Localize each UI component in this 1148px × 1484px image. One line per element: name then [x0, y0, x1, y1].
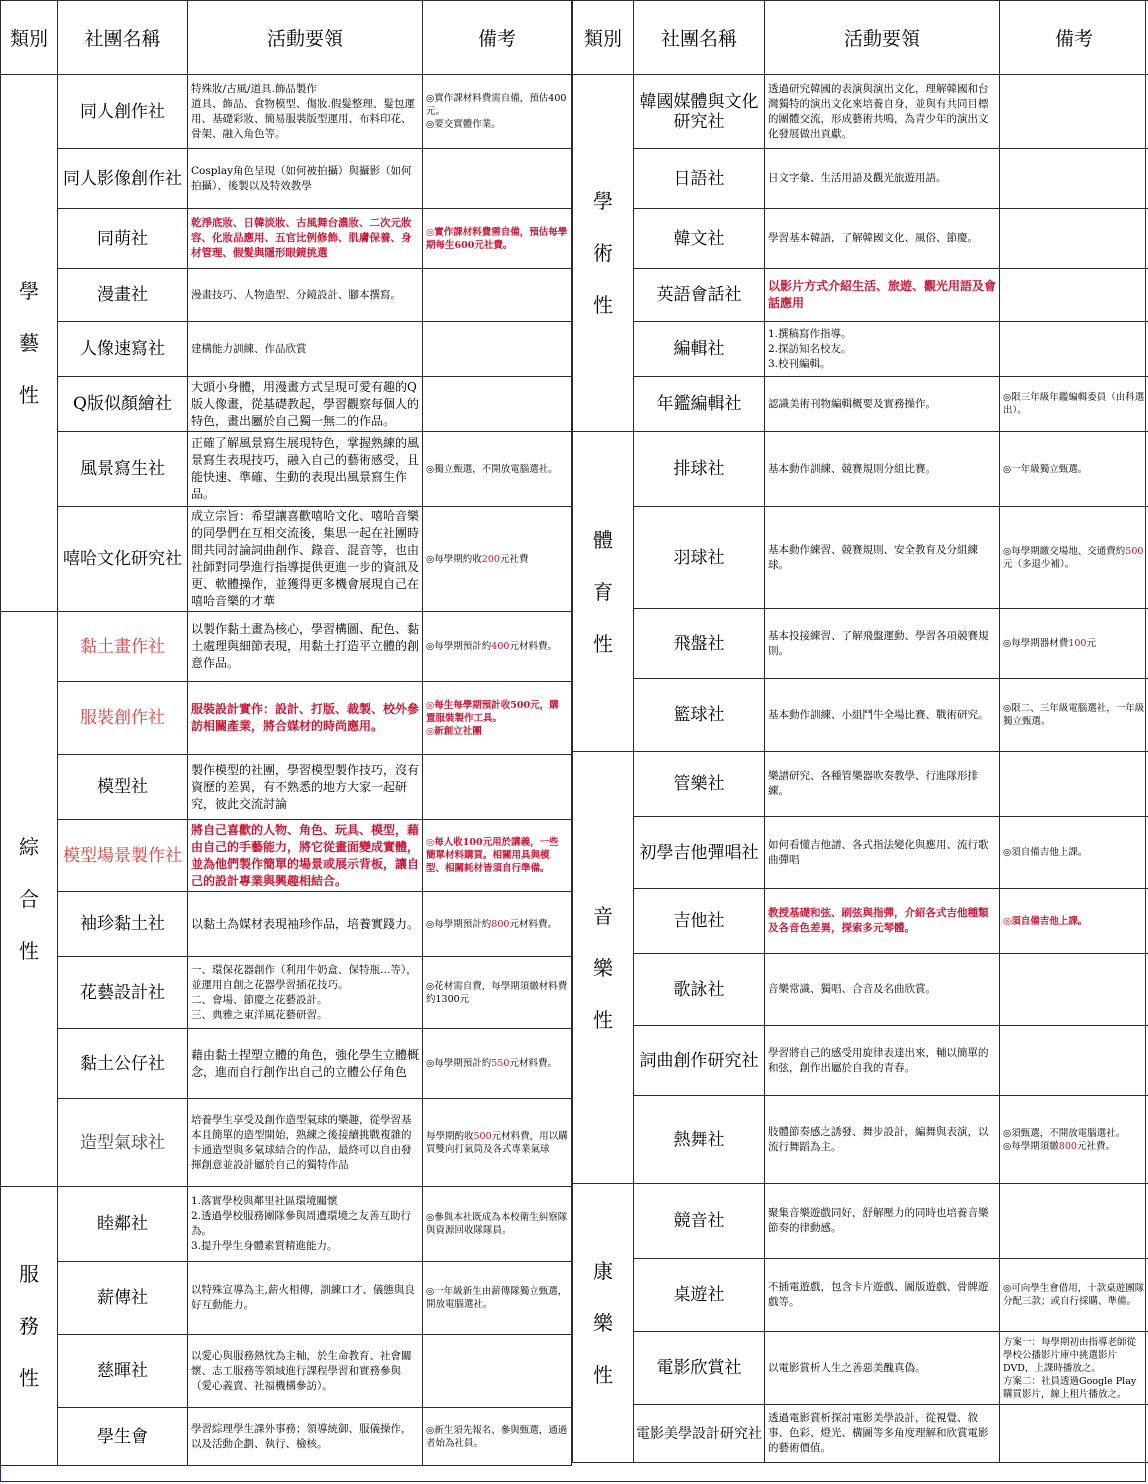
text-line: 漫畫技巧、人物造型、分鏡設計、腳本撰寫。 [191, 288, 401, 301]
remarks-text: ◎每學期預計約 [426, 641, 492, 652]
club-activity [765, 1096, 1000, 1184]
club-remarks [1000, 817, 1148, 889]
text-line: 透過電影賞析探討電影美學設計，從視覺、敘事、色彩、燈光、構圖等多角度理解和欣賞電影的藝術價值。 [768, 1412, 989, 1454]
club-remarks [1000, 1096, 1148, 1184]
text-line: ◎一年級新生由薪傳隊獨立甄選，開放電腦選社。 [426, 1286, 568, 1310]
club-remarks [1000, 889, 1148, 954]
text-line: 以特殊宣導為主,薪火相傳，訓練口才、儀態與良好互動能力。 [191, 1284, 415, 1311]
club-remarks [1000, 1332, 1148, 1405]
category-cell [573, 75, 634, 432]
text-line: 基本動作訓練、競賽規則分組比賽。 [768, 462, 936, 475]
text-line: 乾淨底妝、日韓淡妝、古風舞台濃妝、二次元妝容、化妝品應用、五官比例修飾、肌膚保養、身材管理、假髮與隱形眼鏡挑選 [191, 217, 412, 259]
text-line: ◎花材需自費，每學期須繳材料費約1300元 [426, 980, 568, 1005]
remarks-text: 元社費 [499, 553, 529, 565]
text-line: 基本投接練習、了解飛盤運動、學習各項競賽規則。 [768, 629, 989, 657]
remarks-amount: 800 [491, 918, 510, 930]
text-line: 樂譜研究、各種管樂器吹奏教學、行進隊形排練。 [768, 770, 978, 797]
club-activity [188, 1099, 423, 1187]
text-line: 學習基本韓語，了解韓國文化、風俗、節慶。 [768, 232, 978, 244]
club-name: 飛盤社 [634, 609, 765, 679]
club-name: 花藝設計社 [58, 957, 188, 1029]
club-activity [188, 209, 423, 269]
category-char: 體 [593, 527, 613, 552]
header-remarks: 備考 [423, 1, 572, 75]
club-name: 桌遊社 [634, 1259, 765, 1332]
club-row [573, 1184, 1148, 1259]
text-line: ◎一年級獨立甄選。 [1003, 463, 1088, 475]
remarks-text: 元材料費。 [509, 918, 557, 930]
club-name: 同人創作社 [58, 75, 188, 149]
club-row [1, 682, 572, 755]
text-line: 學習綜理學生課外事務；領導統御、服儀操作，以及活動企劃、執行、檢核。 [191, 1422, 412, 1450]
text-line: Cosplay角色呈現（如何被拍攝）與攝影（如何拍攝）、後製以及特效教學 [191, 164, 412, 192]
club-activity [188, 612, 423, 682]
club-activity [765, 817, 1000, 889]
club-name: 造型氣球社 [58, 1099, 188, 1187]
club-activity [765, 75, 1000, 149]
club-row [573, 377, 1148, 432]
category-cell [573, 752, 634, 1184]
header-row [573, 1, 1148, 75]
club-row [1, 377, 572, 432]
club-name: 服裝創作社 [58, 682, 188, 755]
club-activity [188, 1262, 423, 1335]
club-row [573, 1096, 1148, 1184]
club-name: 籃球社 [634, 679, 765, 752]
club-activity [188, 820, 423, 892]
club-name: 學生會 [58, 1408, 188, 1466]
text-line: 特殊妝/古風/道具.飾品製作 [191, 82, 317, 95]
text-line: 成立宗旨：希望讓喜歡嘻哈文化、嘻哈音樂的同學們在互相交流後，集思一起在社團時間共同討論詞曲創作、錄音、混音等，也由社師對同學進行指導提供更進一步的資訊及更、軟體操作，並獲得更多機會展現自己在嘻哈音樂的才華 [191, 509, 420, 608]
club-remarks [1000, 149, 1148, 209]
club-remarks [1000, 269, 1148, 322]
text-line: 以黏土為媒材表現袖珍作品，培養實踐力。 [191, 916, 420, 931]
category-char: 學 [593, 189, 613, 213]
header-row [1, 1, 572, 75]
category-char: 務 [19, 1314, 39, 1338]
club-activity [765, 269, 1000, 322]
club-row [573, 817, 1148, 889]
category-char: 性 [19, 383, 39, 407]
category-char: 藝 [19, 331, 39, 355]
club-row [573, 507, 1148, 609]
text-line: 1.落實學校與鄰里社區環境關懷 [191, 1195, 338, 1207]
club-activity [188, 957, 423, 1029]
header-club-name: 社團名稱 [634, 1, 765, 75]
club-activity [765, 209, 1000, 269]
club-name: Q版似顏繪社 [58, 377, 188, 432]
remarks-text: 元社費。 [1076, 1140, 1115, 1152]
category-cell [573, 1184, 634, 1463]
club-name: 編輯社 [634, 322, 765, 377]
club-name: 詞曲創作研究社 [634, 1026, 765, 1096]
club-name: 同人影像創作社 [58, 149, 188, 209]
club-row [1, 1262, 572, 1335]
club-activity [765, 752, 1000, 817]
remarks-text: ◎每學期約收 [426, 553, 482, 565]
club-remarks [423, 149, 572, 209]
text-line: ◎參與本社既成為本校衛生糾察隊與資源回收隊隊員。 [426, 1212, 568, 1236]
club-activity [188, 1187, 423, 1262]
club-row [573, 609, 1148, 679]
club-row [1, 820, 572, 892]
remarks-text: 每學期酌收 [426, 1130, 474, 1142]
remarks-text: ◎須甄選，不開放電腦選社。 ◎每學期須繳 [1003, 1127, 1126, 1152]
remarks-text: ◎每學期器材費 [1003, 638, 1069, 649]
club-activity [765, 679, 1000, 752]
text-line: 2.探訪知名校友。 [768, 342, 852, 355]
text-line: 3.提升學生身體素質精進能力。 [191, 1240, 338, 1252]
club-activity [765, 507, 1000, 609]
text-line: ◎須自備吉他上課。 [1003, 915, 1088, 927]
text-line: ◎獨立甄選，不開放電腦選社。 [426, 463, 558, 475]
club-name: 黏土公仔社 [58, 1029, 188, 1099]
club-remarks [423, 957, 572, 1029]
club-activity [188, 269, 423, 322]
club-activity [188, 149, 423, 209]
header-activity: 活動要領 [188, 1, 423, 75]
club-remarks [1000, 322, 1148, 377]
club-activity [188, 377, 423, 432]
remarks-text: ◎每學期繳交場地、交通費約 [1003, 545, 1126, 557]
club-name: 熱舞社 [634, 1096, 765, 1184]
text-line: ◎限二、三年級電腦選社，一年級獨立甄選。 [1003, 703, 1145, 727]
club-remarks [423, 755, 572, 820]
remarks-text: 元材料費。 [509, 641, 557, 652]
category-char: 樂 [593, 1311, 613, 1335]
club-name: 韓國媒體與文化研究社 [634, 75, 765, 149]
category-char: 性 [593, 1363, 613, 1387]
club-name: 排球社 [634, 432, 765, 507]
club-remarks [423, 209, 572, 269]
club-activity [188, 892, 423, 957]
text-line: 方案一：每學期初由指導老師從學校公播影片庫中挑選影片DVD，上課時播放之。 [1003, 1336, 1137, 1374]
header-activity: 活動要領 [765, 1, 1000, 75]
text-line: 建構能力訓練、作品欣賞 [191, 342, 307, 355]
club-activity [188, 432, 423, 507]
category-char: 術 [593, 241, 613, 265]
remarks-amount: 400 [491, 641, 510, 652]
text-line: ◎新創立社團 [426, 725, 482, 737]
category-char: 性 [19, 1366, 39, 1390]
club-row [1, 755, 572, 820]
remarks-amount: 550 [491, 1058, 510, 1069]
club-row [573, 1332, 1148, 1405]
club-remarks [423, 507, 572, 612]
club-name: 日語社 [634, 149, 765, 209]
club-remarks [1000, 507, 1148, 609]
club-row [1, 1099, 572, 1187]
club-name: 慈暉社 [58, 1335, 188, 1408]
text-line: 二、會場、節慶之花藝設計。 [191, 993, 328, 1006]
club-activity [188, 507, 423, 612]
club-row [1, 269, 572, 322]
club-remarks [1000, 1184, 1148, 1259]
text-line: 教授基礎和弦、刷弦與指彈，介紹各式吉他種類及各音色差異，探索多元琴體。 [768, 907, 989, 934]
club-activity [765, 1184, 1000, 1259]
club-activity [765, 1259, 1000, 1332]
club-remarks [423, 1029, 572, 1099]
header-category: 類別 [1, 1, 58, 75]
club-remarks [1000, 1405, 1148, 1463]
right-club-table [572, 0, 1148, 1463]
club-row [573, 889, 1148, 954]
club-remarks [423, 377, 572, 432]
remarks-amount: 200 [481, 553, 500, 565]
club-remarks [423, 322, 572, 377]
text-line: 2.透過學校服務團隊參與周遭環境之友善互助行為。 [191, 1210, 412, 1237]
club-name: 電影欣賞社 [634, 1332, 765, 1405]
header-club-name: 社團名稱 [58, 1, 188, 75]
text-line: 聚集音樂遊戲同好，舒解壓力的同時也培養音樂節奏的律動感。 [768, 1207, 989, 1234]
text-line: 培養學生享受及創作造型氣球的樂趣，從學習基本且簡單的造型開始，熟練之後接續挑戰複雜的卡通造型與多氣球結合的作品，最終可以自由發揮創意並設計屬於自己的獨特作品 [191, 1113, 412, 1171]
club-row [1, 612, 572, 682]
text-line: 一、環保花器創作（利用牛奶盒、保特瓶…等），並運用自創之花器學習插花技巧。 [191, 963, 417, 991]
text-line: 藉由黏土捏塑立體的角色，強化學生立體概念，進而自行創作出自己的立體公仔角色 [191, 1047, 420, 1079]
club-name: 年鑑編輯社 [634, 377, 765, 432]
text-line: ◎須自備吉他上課。 [1003, 847, 1088, 858]
left-club-table [0, 0, 572, 1466]
club-remarks [423, 682, 572, 755]
text-line: 學習將自己的感受用旋律表達出來，輔以簡單的和弦，創作出屬於自我的青春。 [768, 1046, 989, 1074]
club-remarks [423, 820, 572, 892]
club-row [573, 752, 1148, 817]
club-remarks [423, 432, 572, 507]
club-row [1, 507, 572, 612]
header-category: 類別 [573, 1, 634, 75]
text-line: 三、典雅之東洋風花藝研習。 [191, 1008, 328, 1021]
club-name: 人像速寫社 [58, 322, 188, 377]
club-name: 初學吉他彈唱社 [634, 817, 765, 889]
club-row [1, 957, 572, 1029]
remarks-text: 元（多退少補）。 [1003, 558, 1075, 570]
text-line: 透過研究韓國的表演與演出文化，理解韓國和台灣獨特的演出文化來培養自身，並與有共同目標的團體交流，形成藝術共鳴，為青少年的演出文化發展做出貢獻。 [768, 82, 989, 140]
club-row [573, 432, 1148, 507]
club-activity [765, 377, 1000, 432]
category-char: 合 [19, 887, 39, 911]
category-cell [1, 612, 58, 1187]
text-line: ◎新生須先報名、參與甄選，通過者始為社員。 [426, 1424, 568, 1449]
text-line: 基本動作練習、競賽規則、安全教育及分組練球。 [768, 543, 978, 571]
club-name: 袖珍黏土社 [58, 892, 188, 957]
remarks-text: 元材料費。 [509, 1058, 557, 1069]
club-activity [188, 1408, 423, 1466]
club-activity [765, 609, 1000, 679]
category-char: 康 [593, 1259, 613, 1283]
text-line: 日文字彙、生活用語及觀光旅遊用語。 [768, 172, 947, 184]
club-activity [765, 1026, 1000, 1096]
club-name: 英語會話社 [634, 269, 765, 322]
text-line: 以電影賞析人生之善惡美醜真偽。 [768, 1361, 926, 1374]
remarks-amount: 500 [473, 1130, 492, 1142]
club-row [573, 1405, 1148, 1463]
club-activity [765, 1332, 1000, 1405]
text-line: ◎每人收100元用於講義，一些簡單材料購買。相關用具與模型、相關耗材皆須自行準備。 [426, 837, 559, 874]
text-line: 大頭小身體，用漫畫方式呈現可愛有趣的Q版人像畫，從基礎教起，學習觀察每個人的特色，畫出屬於自己獨一無二的作品。 [191, 379, 420, 428]
remarks-amount: 100 [1068, 638, 1087, 649]
text-line: 道具、飾品、食物模型、傷妝.假髮整理、髮包運用、基礎彩妝、簡易服裝版型運用、布料印花、骨架、融入角色等。 [191, 97, 415, 140]
club-name: 歌詠社 [634, 954, 765, 1026]
text-line: 將自己喜歡的人物、角色、玩具、模型，藉由自己的手藝能力，將它從畫面變成實體，並為他們製作簡單的場景或展示背板，讓自己的設計專業與興趣相結合。 [191, 822, 420, 888]
text-line: 正確了解風景寫生展現特色，掌握熟練的風景寫生表現技巧，融入自己的藝術感受，且能快速、準確、生動的表現出風景寫生作品。 [191, 436, 420, 501]
club-remarks [1000, 679, 1148, 752]
text-line: ◎限三年級年鑑編輯委員（由科選出）。 [1003, 392, 1145, 416]
club-remarks [423, 75, 572, 149]
remarks-text: ◎每學期預計約 [426, 918, 492, 930]
club-row [1, 1408, 572, 1466]
remarks-text: 元 [1086, 638, 1096, 649]
club-row [1, 432, 572, 507]
club-row [1, 209, 572, 269]
text-line: ◎要交實體作業。 [426, 119, 501, 130]
club-row [573, 954, 1148, 1026]
category-char: 性 [593, 293, 613, 317]
text-line: 以製作黏土畫為核心，學習構圖、配色、黏土處理與細節表現，用黏土打造平立體的創意作品。 [191, 622, 420, 670]
text-line: 認識美術刊物編輯概要及實務操作。 [768, 397, 936, 410]
remarks-amount: 800 [1058, 1140, 1077, 1152]
header-remarks: 備考 [1000, 1, 1148, 75]
text-line: 方案二：社員透過Google Play購買影片，線上租片播放之。 [1003, 1375, 1137, 1400]
club-remarks [1000, 377, 1148, 432]
club-activity [765, 954, 1000, 1026]
club-row [573, 322, 1148, 377]
text-line: 如何看懂吉他譜、各式指法變化與應用、流行歌曲彈唱 [768, 838, 989, 866]
category-cell [573, 432, 634, 752]
club-row [573, 1026, 1148, 1096]
club-row [573, 269, 1148, 322]
club-remarks [423, 612, 572, 682]
club-row [1, 75, 572, 149]
club-activity [188, 755, 423, 820]
club-remarks [1000, 75, 1148, 149]
club-name: 黏土畫作社 [58, 612, 188, 682]
club-remarks [1000, 432, 1148, 507]
club-remarks [423, 1262, 572, 1335]
club-name: 薪傳社 [58, 1262, 188, 1335]
club-name: 模型社 [58, 755, 188, 820]
club-row [573, 209, 1148, 269]
category-char: 性 [593, 631, 613, 656]
category-char: 性 [593, 1007, 613, 1032]
category-char: 學 [19, 279, 39, 303]
club-row [573, 75, 1148, 149]
text-line: 音樂常識、獨唱、合音及名曲欣賞。 [768, 983, 936, 995]
club-name: 漫畫社 [58, 269, 188, 322]
text-line: ◎實作課材料費需自備，預估每學期每生600元社費。 [426, 226, 568, 251]
text-line: 以愛心與服務熱忱為主軸，於生命教育、社會關懷、志工服務等領域進行課程學習和實務參與（愛心義賣、社福機構參訪）。 [191, 1349, 412, 1392]
club-remarks [423, 1408, 572, 1466]
club-remarks [1000, 954, 1148, 1026]
club-activity [765, 889, 1000, 954]
club-name: 同萌社 [58, 209, 188, 269]
club-row [573, 1259, 1148, 1332]
club-name: 電影美學設計研究社 [634, 1405, 765, 1463]
club-activity [765, 149, 1000, 209]
club-activity [188, 1335, 423, 1408]
remarks-text: 元材料費，用以購買雙向打氣筒及各式專業氣球 [426, 1130, 568, 1155]
category-char: 育 [593, 579, 613, 604]
club-row [573, 149, 1148, 209]
text-line: ◎實作課材料費需自備，預估400元。 [426, 93, 567, 117]
text-line: 製作模型的社團，學習模型製作技巧，沒有資歷的差異，有不熟悉的地方大家一起研究，彼此交流討論 [191, 762, 420, 811]
club-activity [188, 682, 423, 755]
club-row [1, 892, 572, 957]
category-cell [1, 75, 58, 612]
club-activity [188, 322, 423, 377]
text-line: 服裝設計實作：設計、打版、裁製、校外參訪相關產業，將合媒材的時尚應用。 [191, 702, 420, 733]
club-row [1, 1029, 572, 1099]
club-row [573, 679, 1148, 752]
club-remarks [1000, 752, 1148, 817]
club-remarks [1000, 609, 1148, 679]
remarks-amount: 500 [1125, 545, 1144, 557]
club-remarks [423, 1187, 572, 1262]
club-remarks [1000, 209, 1148, 269]
club-remarks [1000, 1259, 1148, 1332]
club-activity [765, 322, 1000, 377]
club-remarks [423, 892, 572, 957]
club-remarks [423, 269, 572, 322]
text-line: 肢體節奏感之誘發、舞步設計，編舞與表演，以流行舞蹈為主。 [768, 1125, 989, 1153]
club-row [1, 322, 572, 377]
text-line: 3.校刊編輯。 [768, 357, 831, 370]
club-remarks [1000, 1026, 1148, 1096]
text-line: 1.撰稿寫作指導。 [768, 327, 852, 340]
club-activity [765, 1405, 1000, 1463]
club-name: 模型場景製作社 [58, 820, 188, 892]
club-row [1, 1187, 572, 1262]
category-char: 性 [19, 939, 39, 963]
club-activity [188, 75, 423, 149]
club-name: 競音社 [634, 1184, 765, 1259]
text-line: ◎每生每學期預計收500元，購置服裝製作工具。 [426, 699, 559, 724]
club-activity [765, 432, 1000, 507]
category-char: 綜 [19, 835, 39, 859]
club-name: 嘻哈文化研究社 [58, 507, 188, 612]
category-char: 樂 [593, 955, 613, 980]
club-name: 管樂社 [634, 752, 765, 817]
club-name: 韓文社 [634, 209, 765, 269]
club-name: 睦鄰社 [58, 1187, 188, 1262]
category-cell [1, 1187, 58, 1466]
club-name: 吉他社 [634, 889, 765, 954]
club-name: 羽球社 [634, 507, 765, 609]
remarks-text: ◎每學期預計約 [426, 1058, 492, 1069]
category-char: 服 [19, 1262, 39, 1286]
text-line: ◎可向學生會借用，十款桌遊團隊分配三款；或自行採購、準備。 [1003, 1283, 1145, 1307]
club-row [1, 1335, 572, 1408]
club-row [1, 149, 572, 209]
club-remarks [423, 1335, 572, 1408]
text-line: 基本動作訓練、小組鬥牛全場比賽、戰術研究。 [768, 708, 989, 721]
category-char: 音 [593, 903, 613, 928]
text-line: 不插電遊戲，包含卡片遊戲、圖版遊戲、骨牌遊戲等。 [768, 1281, 989, 1308]
text-line: 以影片方式介紹生活、旅遊、觀光用語及會話應用 [768, 279, 997, 310]
club-remarks [423, 1099, 572, 1187]
club-activity [188, 1029, 423, 1099]
club-name: 風景寫生社 [58, 432, 188, 507]
